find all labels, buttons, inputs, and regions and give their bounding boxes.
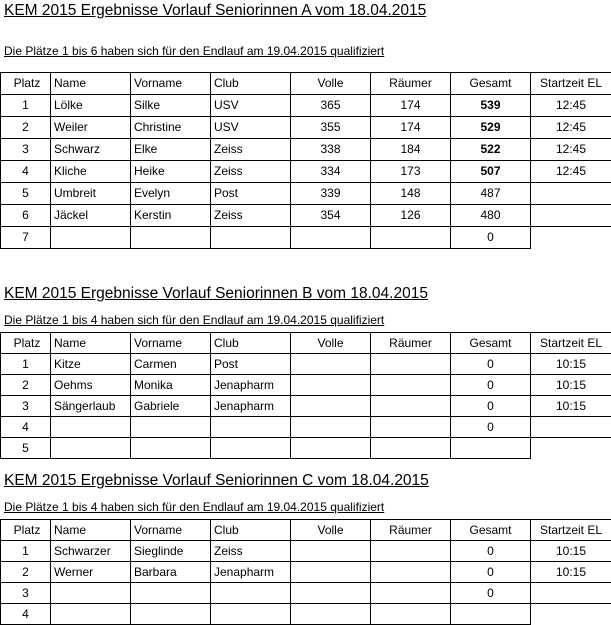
- cell-volle: [290, 416, 371, 438]
- qualification-note: Die Plätze 1 bis 4 haben sich für den Endlauf am 19.04.2015 qualifiziert: [4, 313, 385, 327]
- cell-startzeit: 12:45: [530, 116, 611, 139]
- cell-club: Zeiss: [210, 160, 291, 183]
- header-gesamt: Gesamt: [450, 72, 531, 95]
- cell-gesamt: 507: [450, 160, 531, 183]
- cell-gesamt: 487: [450, 182, 531, 205]
- cell-club: [210, 437, 291, 459]
- cell-club: Post: [210, 353, 291, 375]
- qualification-note: Die Plätze 1 bis 6 haben sich für den Endlauf am 19.04.2015 qualifiziert: [4, 44, 385, 58]
- cell-gesamt: [450, 437, 531, 459]
- cell-raeumer: [370, 416, 451, 438]
- cell-raeumer: [370, 540, 451, 562]
- cell-raeumer: [370, 374, 451, 396]
- header-raeumer: Räumer: [370, 332, 451, 354]
- cell-raeumer: 173: [370, 160, 451, 183]
- cell-vorname: Elke: [130, 138, 211, 161]
- cell-volle: [290, 582, 371, 604]
- cell-name: Lölke: [50, 94, 131, 117]
- cell-volle: [290, 374, 371, 396]
- cell-platz: 5: [0, 437, 51, 459]
- cell-vorname: [130, 226, 211, 249]
- cell-club: [210, 582, 291, 604]
- section-title: KEM 2015 Ergebnisse Vorlauf Seniorinnen A vom 18.04.2015: [4, 2, 427, 19]
- header-volle: Volle: [290, 332, 371, 354]
- cell-platz: 1: [0, 540, 51, 562]
- cell-name: [50, 416, 131, 438]
- cell-vorname: [130, 416, 211, 438]
- cell-gesamt: 0: [450, 395, 531, 417]
- cell-startzeit: [530, 582, 611, 604]
- cell-platz: 6: [0, 204, 51, 227]
- cell-name: Schwarzer: [50, 540, 131, 562]
- cell-startzeit: 10:15: [530, 353, 611, 375]
- cell-gesamt: 0: [450, 416, 531, 438]
- cell-volle: [290, 226, 371, 249]
- cell-volle: 355: [290, 116, 371, 139]
- cell-club: Zeiss: [210, 204, 291, 227]
- cell-vorname: Monika: [130, 374, 211, 396]
- header-platz: Platz: [0, 519, 51, 541]
- cell-raeumer: 174: [370, 116, 451, 139]
- cell-raeumer: [370, 437, 451, 459]
- cell-gesamt: 539: [450, 94, 531, 117]
- header-club: Club: [210, 332, 291, 354]
- cell-platz: 1: [0, 353, 51, 375]
- header-club: Club: [210, 72, 291, 95]
- cell-name: Werner: [50, 561, 131, 583]
- cell-raeumer: [370, 395, 451, 417]
- cell-vorname: Evelyn: [130, 182, 211, 205]
- header-startzeit: Startzeit EL: [530, 519, 611, 541]
- cell-club: Post: [210, 182, 291, 205]
- cell-raeumer: 174: [370, 94, 451, 117]
- cell-raeumer: [370, 582, 451, 604]
- cell-vorname: [130, 582, 211, 604]
- cell-volle: [290, 353, 371, 375]
- cell-startzeit: 12:45: [530, 160, 611, 183]
- cell-club: Jenapharm: [210, 395, 291, 417]
- cell-club: Zeiss: [210, 540, 291, 562]
- header-vorname: Vorname: [130, 332, 211, 354]
- cell-gesamt: 0: [450, 540, 531, 562]
- cell-name: Sängerlaub: [50, 395, 131, 417]
- cell-platz: 1: [0, 94, 51, 117]
- cell-startzeit: 10:15: [530, 540, 611, 562]
- cell-raeumer: [370, 226, 451, 249]
- cell-platz: 4: [0, 416, 51, 438]
- cell-startzeit: [530, 182, 611, 205]
- cell-vorname: Sieglinde: [130, 540, 211, 562]
- cell-name: [50, 226, 131, 249]
- cell-gesamt: 0: [450, 374, 531, 396]
- cell-raeumer: 184: [370, 138, 451, 161]
- cell-vorname: Kerstin: [130, 204, 211, 227]
- cell-vorname: Barbara: [130, 561, 211, 583]
- cell-club: Jenapharm: [210, 374, 291, 396]
- header-startzeit: Startzeit EL: [530, 72, 611, 95]
- cell-startzeit: [530, 416, 611, 438]
- cell-gesamt: 0: [450, 561, 531, 583]
- header-vorname: Vorname: [130, 519, 211, 541]
- header-vorname: Vorname: [130, 72, 211, 95]
- cell-volle: 334: [290, 160, 371, 183]
- cell-gesamt: 0: [450, 582, 531, 604]
- header-startzeit: Startzeit EL: [530, 332, 611, 354]
- cell-club: [210, 226, 291, 249]
- header-raeumer: Räumer: [370, 72, 451, 95]
- cell-vorname: Heike: [130, 160, 211, 183]
- cell-club: Zeiss: [210, 138, 291, 161]
- cell-startzeit: [530, 437, 611, 459]
- cell-club: [210, 416, 291, 438]
- cell-name: Kliche: [50, 160, 131, 183]
- cell-gesamt: 0: [450, 353, 531, 375]
- cell-platz: 3: [0, 395, 51, 417]
- cell-volle: 339: [290, 182, 371, 205]
- cell-name: [50, 582, 131, 604]
- cell-gesamt: 480: [450, 204, 531, 227]
- header-name: Name: [50, 72, 131, 95]
- cell-volle: [290, 395, 371, 417]
- header-platz: Platz: [0, 332, 51, 354]
- cell-startzeit: 10:15: [530, 561, 611, 583]
- cell-startzeit: 12:45: [530, 94, 611, 117]
- qualification-note: Die Plätze 1 bis 4 haben sich für den Endlauf am 19.04.2015 qualifiziert: [4, 500, 385, 514]
- cell-club: Jenapharm: [210, 561, 291, 583]
- cell-startzeit: 10:15: [530, 395, 611, 417]
- cell-raeumer: [370, 353, 451, 375]
- header-volle: Volle: [290, 519, 371, 541]
- cell-vorname: Carmen: [130, 353, 211, 375]
- cell-vorname: Christine: [130, 116, 211, 139]
- cell-platz: 4: [0, 603, 51, 625]
- cell-volle: [290, 561, 371, 583]
- cell-raeumer: [370, 561, 451, 583]
- cell-platz: 3: [0, 582, 51, 604]
- cell-platz: 2: [0, 116, 51, 139]
- cell-name: Weiler: [50, 116, 131, 139]
- cell-volle: 354: [290, 204, 371, 227]
- cell-platz: 7: [0, 226, 51, 249]
- header-club: Club: [210, 519, 291, 541]
- header-platz: Platz: [0, 72, 51, 95]
- header-name: Name: [50, 332, 131, 354]
- cell-vorname: Silke: [130, 94, 211, 117]
- cell-raeumer: 126: [370, 204, 451, 227]
- cell-startzeit: [530, 226, 611, 249]
- cell-platz: 2: [0, 561, 51, 583]
- header-name: Name: [50, 519, 131, 541]
- cell-volle: 365: [290, 94, 371, 117]
- cell-startzeit: 10:15: [530, 374, 611, 396]
- cell-name: Umbreit: [50, 182, 131, 205]
- section-title: KEM 2015 Ergebnisse Vorlauf Seniorinnen B vom 18.04.2015: [4, 285, 428, 302]
- cell-platz: 3: [0, 138, 51, 161]
- cell-vorname: Gabriele: [130, 395, 211, 417]
- header-raeumer: Räumer: [370, 519, 451, 541]
- cell-startzeit: [530, 204, 611, 227]
- cell-name: Oehms: [50, 374, 131, 396]
- cell-platz: 5: [0, 182, 51, 205]
- cell-volle: [290, 437, 371, 459]
- cell-raeumer: 148: [370, 182, 451, 205]
- cell-name: Schwarz: [50, 138, 131, 161]
- cell-gesamt: 529: [450, 116, 531, 139]
- cell-name: Jäckel: [50, 204, 131, 227]
- header-volle: Volle: [290, 72, 371, 95]
- cell-name: Kitze: [50, 353, 131, 375]
- cell-gesamt: 0: [450, 226, 531, 249]
- cell-vorname: [130, 437, 211, 459]
- cell-platz: 4: [0, 160, 51, 183]
- cell-volle: 338: [290, 138, 371, 161]
- cell-gesamt: 522: [450, 138, 531, 161]
- cell-startzeit: 12:45: [530, 138, 611, 161]
- header-gesamt: Gesamt: [450, 519, 531, 541]
- cell-volle: [290, 540, 371, 562]
- cell-name: [50, 437, 131, 459]
- cell-club: USV: [210, 94, 291, 117]
- cell-platz: 2: [0, 374, 51, 396]
- section-title: KEM 2015 Ergebnisse Vorlauf Seniorinnen C vom 18.04.2015: [4, 472, 429, 489]
- header-gesamt: Gesamt: [450, 332, 531, 354]
- cell-club: USV: [210, 116, 291, 139]
